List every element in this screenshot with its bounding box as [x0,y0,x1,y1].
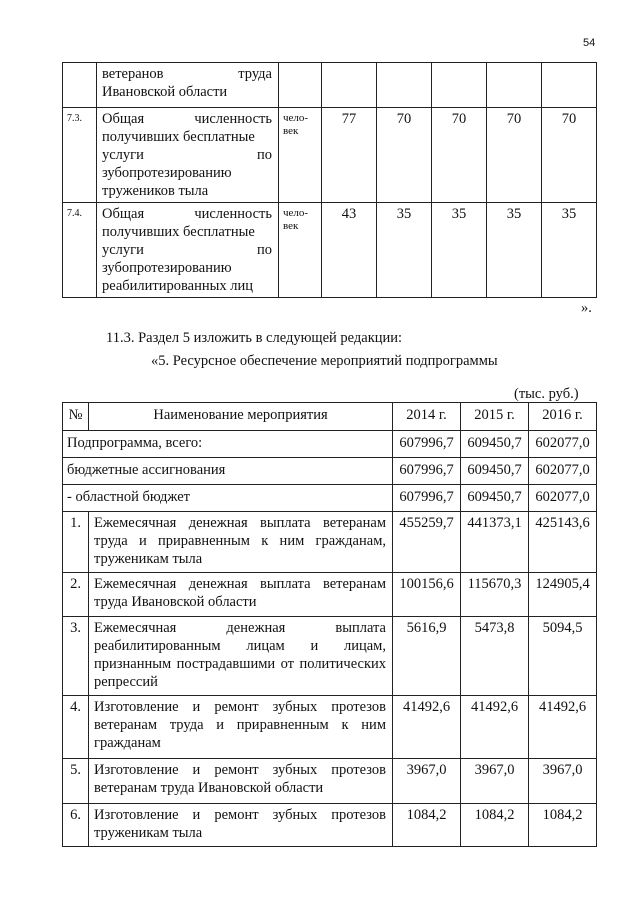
name-line [102,83,272,101]
summary-row [63,431,597,458]
value-cell: 35 [432,203,487,298]
value-cell: 609450,7 [461,431,529,458]
header-name: Наименование мероприятия [89,403,393,431]
value-cell [322,63,377,108]
value-cell: 607996,7 [393,485,461,512]
summary-label: - областной бюджет [63,485,393,512]
name-word: труда [238,66,272,82]
value-cell: 609450,7 [461,458,529,485]
name-word: зубопротезированию [102,260,232,276]
page-number: 54 [583,37,596,49]
row-number [63,63,97,108]
value-cell: 441373,1 [461,512,529,573]
name-word: услуги [102,242,144,258]
name-line [102,277,272,295]
table-row [63,573,597,617]
name-word: получивших бесплатные [102,224,255,240]
unit-line: век [283,125,299,137]
table-row [63,512,597,573]
indicator-name [97,108,279,203]
name-word: Общая [102,111,145,127]
value-cell: 70 [377,108,432,203]
table-row [63,203,597,298]
summary-row [63,485,597,512]
value-cell [377,63,432,108]
name-word: Ивановской области [102,84,228,100]
item-name: Ежемесячная денежная выплата ветеранам труда и приравненным к ним гражданам, труженикам тыла [89,512,393,573]
value-cell: 607996,7 [393,431,461,458]
name-word: по [256,147,272,163]
table-row [63,759,597,804]
table-row [63,63,597,108]
value-cell: 5094,5 [529,617,597,696]
value-cell: 35 [542,203,597,298]
unit-cell [279,108,322,203]
item-name: Ежемесячная денежная выплата реабилитированным лицам и лицам, признанным пострадавшими от политических репрессий [89,617,393,696]
table-row [63,617,597,696]
value-cell: 1084,2 [393,804,461,847]
name-word: услуги [102,147,144,163]
name-line [102,128,272,146]
value-cell: 3967,0 [461,759,529,804]
name-line [102,205,272,223]
item-name: Изготовление и ремонт зубных протезов труженикам тыла [89,804,393,847]
value-cell: 602077,0 [529,458,597,485]
name-line [102,259,272,277]
table-row [63,108,597,203]
indicator-name [97,63,279,108]
value-cell: 5616,9 [393,617,461,696]
name-word: численность [194,111,272,127]
value-cell: 41492,6 [393,696,461,759]
value-cell: 70 [487,108,542,203]
indicators-table [62,62,597,298]
table-header-row [63,403,597,431]
value-cell: 1084,2 [529,804,597,847]
name-line [102,164,272,182]
row-number: 7.4. [63,203,97,298]
value-cell: 43 [322,203,377,298]
value-cell: 602077,0 [529,485,597,512]
value-cell: 41492,6 [529,696,597,759]
name-line [102,182,272,200]
value-cell: 1084,2 [461,804,529,847]
table-row [63,696,597,759]
table-row [63,804,597,847]
item-name: Ежемесячная денежная выплата ветеранам труда Ивановской области [89,573,393,617]
summary-label: бюджетные ассигнования [63,458,393,485]
row-number: 7.3. [63,108,97,203]
header-2016: 2016 г. [529,403,597,431]
item-name: Изготовление и ремонт зубных протезов ветеранам труда Ивановской области [89,759,393,804]
indicators-table-body [63,63,597,298]
value-cell: 5473,8 [461,617,529,696]
value-cell: 100156,6 [393,573,461,617]
name-line [102,223,272,241]
name-line [102,110,272,128]
value-cell: 35 [377,203,432,298]
value-cell: 425143,6 [529,512,597,573]
item-number: 6. [63,804,89,847]
value-cell: 3967,0 [529,759,597,804]
unit-cell [279,203,322,298]
value-cell: 609450,7 [461,485,529,512]
value-cell: 77 [322,108,377,203]
value-cell: 602077,0 [529,431,597,458]
name-word: численность [194,206,272,222]
value-cell [487,63,542,108]
unit-line: чело- [283,207,309,219]
header-2014: 2014 г. [393,403,461,431]
indicator-name [97,203,279,298]
value-cell: 70 [542,108,597,203]
resources-table [62,402,597,847]
value-cell: 124905,4 [529,573,597,617]
name-line [102,65,272,83]
value-cell: 455259,7 [393,512,461,573]
name-word: Общая [102,206,145,222]
item-name: Изготовление и ремонт зубных протезов ветеранам труда и приравненным к ним гражданам [89,696,393,759]
name-line [102,146,272,164]
units-note: (тыс. руб.) [514,386,579,402]
value-cell: 115670,3 [461,573,529,617]
value-cell: 3967,0 [393,759,461,804]
item-number: 3. [63,617,89,696]
section-heading: «5. Ресурсное обеспечение мероприятий подпрограммы [151,353,498,369]
item-number: 2. [63,573,89,617]
value-cell: 41492,6 [461,696,529,759]
value-cell: 70 [432,108,487,203]
name-word: ветеранов [102,66,164,82]
name-line [102,241,272,259]
summary-label: Подпрограмма, всего: [63,431,393,458]
value-cell [542,63,597,108]
item-number: 4. [63,696,89,759]
resources-table-body [63,431,597,847]
header-num: № [63,403,89,431]
name-word: реабилитированных лиц [102,278,254,294]
summary-row [63,458,597,485]
value-cell [432,63,487,108]
amendment-paragraph: 11.3. Раздел 5 изложить в следующей редакции: [106,330,403,346]
name-word: зубопротезированию [102,165,232,181]
closing-quote: ». [581,300,592,316]
item-number: 5. [63,759,89,804]
unit-cell [279,63,322,108]
name-word: по [256,242,272,258]
value-cell: 607996,7 [393,458,461,485]
unit-line: чело- [283,112,309,124]
name-word: тружеников тыла [102,183,209,199]
unit-line: век [283,220,299,232]
value-cell: 35 [487,203,542,298]
item-number: 1. [63,512,89,573]
name-word: получивших бесплатные [102,129,255,145]
header-2015: 2015 г. [461,403,529,431]
